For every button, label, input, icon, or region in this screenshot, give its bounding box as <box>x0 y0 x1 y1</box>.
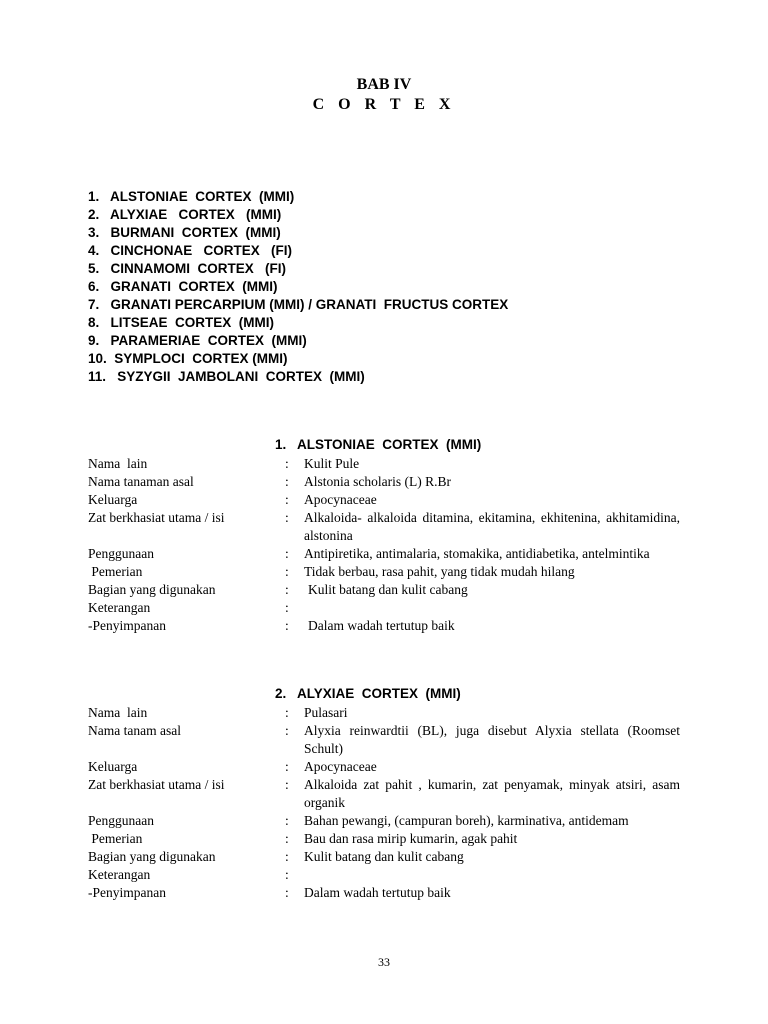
detail-value: Pulasari <box>304 705 348 720</box>
detail-row <box>88 509 680 545</box>
toc-item: 9. PARAMERIAE CORTEX (MMI) <box>88 333 307 348</box>
detail-value: Kulit batang dan kulit cabang <box>308 582 468 597</box>
detail-colon: : <box>285 849 289 864</box>
detail-row <box>88 455 680 473</box>
detail-label: Nama lain <box>88 456 148 471</box>
detail-row <box>88 545 680 563</box>
detail-colon: : <box>285 582 289 597</box>
detail-label: Zat berkhasiat utama / isi <box>88 510 225 525</box>
detail-label: Bagian yang digunakan <box>88 849 216 864</box>
detail-colon: : <box>285 510 289 525</box>
detail-label: Penggunaan <box>88 813 154 828</box>
detail-label: Keluarga <box>88 492 138 507</box>
section-details-alstoniae <box>88 455 680 635</box>
detail-label: -Penyimpanan <box>88 618 166 633</box>
toc-item: 5. CINNAMOMI CORTEX (FI) <box>88 261 286 276</box>
detail-row <box>88 758 680 776</box>
detail-label: Pemerian <box>88 831 143 846</box>
detail-value: Alkaloida zat pahit , kumarin, zat penyamak, minyak atsiri, asam organik <box>304 777 680 810</box>
detail-row <box>88 491 680 509</box>
detail-row <box>88 884 680 902</box>
toc-item: 2. ALYXIAE CORTEX (MMI) <box>88 207 282 222</box>
detail-row <box>88 581 680 599</box>
detail-label: Keterangan <box>88 600 151 615</box>
detail-value: Alkaloida- alkaloida ditamina, ekitamina, ekhitenina, akhitamidina, alstonina <box>304 510 680 543</box>
detail-label: -Penyimpanan <box>88 885 166 900</box>
detail-row <box>88 830 680 848</box>
detail-label: Nama tanam asal <box>88 723 181 738</box>
detail-colon: : <box>285 831 289 846</box>
detail-label: Keterangan <box>88 867 151 882</box>
toc-item: 10. SYMPLOCI CORTEX (MMI) <box>88 351 288 366</box>
detail-value: Apocynaceae <box>304 759 377 774</box>
detail-colon: : <box>285 474 289 489</box>
detail-colon: : <box>285 867 289 882</box>
detail-value: Kulit batang dan kulit cabang <box>304 849 464 864</box>
chapter-title: C O R T E X <box>312 96 456 113</box>
detail-colon: : <box>285 492 289 507</box>
section-heading-alstoniae: 1. ALSTONIAE CORTEX (MMI) <box>275 437 482 452</box>
detail-label: Pemerian <box>88 564 143 579</box>
toc-item: 3. BURMANI CORTEX (MMI) <box>88 225 281 240</box>
chapter-label: BAB IV <box>356 76 412 93</box>
detail-value: Bau dan rasa mirip kumarin, agak pahit <box>304 831 518 846</box>
detail-row <box>88 722 680 758</box>
toc-item: 4. CINCHONAE CORTEX (FI) <box>88 243 293 258</box>
detail-label: Nama lain <box>88 705 148 720</box>
detail-row <box>88 473 680 491</box>
detail-value: Tidak berbau, rasa pahit, yang tidak mudah hilang <box>304 564 575 579</box>
detail-label: Penggunaan <box>88 546 154 561</box>
detail-colon: : <box>285 618 289 633</box>
detail-label: Keluarga <box>88 759 138 774</box>
detail-colon: : <box>285 885 289 900</box>
detail-row <box>88 563 680 581</box>
detail-colon: : <box>285 600 289 615</box>
detail-colon: : <box>285 564 289 579</box>
detail-colon: : <box>285 777 289 792</box>
detail-colon: : <box>285 705 289 720</box>
page-number: 33 <box>378 955 390 969</box>
detail-colon: : <box>285 723 289 738</box>
toc-item: 7. GRANATI PERCARPIUM (MMI) / GRANATI FRUCTUS CORTEX <box>88 297 509 312</box>
detail-row <box>88 599 680 617</box>
detail-value: Bahan pewangi, (campuran boreh), karminativa, antidemam <box>304 813 629 828</box>
detail-row <box>88 776 680 812</box>
detail-row <box>88 866 680 884</box>
detail-value: Dalam wadah tertutup baik <box>304 885 451 900</box>
detail-colon: : <box>285 456 289 471</box>
section-heading-alyxiae: 2. ALYXIAE CORTEX (MMI) <box>275 686 461 701</box>
toc-item: 1. ALSTONIAE CORTEX (MMI) <box>88 189 295 204</box>
table-of-contents <box>88 188 508 386</box>
detail-colon: : <box>285 546 289 561</box>
toc-item: 11. SYZYGII JAMBOLANI CORTEX (MMI) <box>88 369 365 384</box>
detail-value: Antipiretika, antimalaria, stomakika, antidiabetika, antelmintika <box>304 546 650 561</box>
detail-colon: : <box>285 813 289 828</box>
detail-colon: : <box>285 759 289 774</box>
detail-value: Apocynaceae <box>304 492 377 507</box>
detail-label: Bagian yang digunakan <box>88 582 216 597</box>
detail-value: Alstonia scholaris (L) R.Br <box>304 474 451 489</box>
section-details-alyxiae <box>88 704 680 902</box>
detail-value: Kulit Pule <box>304 456 360 471</box>
detail-label: Zat berkhasiat utama / isi <box>88 777 225 792</box>
detail-row <box>88 848 680 866</box>
detail-value: Alyxia reinwardtii (BL), juga disebut Alyxia stellata (Roomset Schult) <box>304 723 680 756</box>
detail-row <box>88 812 680 830</box>
detail-label: Nama tanaman asal <box>88 474 194 489</box>
detail-value: Dalam wadah tertutup baik <box>308 618 455 633</box>
toc-item: 6. GRANATI CORTEX (MMI) <box>88 279 278 294</box>
detail-row <box>88 617 680 635</box>
detail-row <box>88 704 680 722</box>
toc-item: 8. LITSEAE CORTEX (MMI) <box>88 315 275 330</box>
